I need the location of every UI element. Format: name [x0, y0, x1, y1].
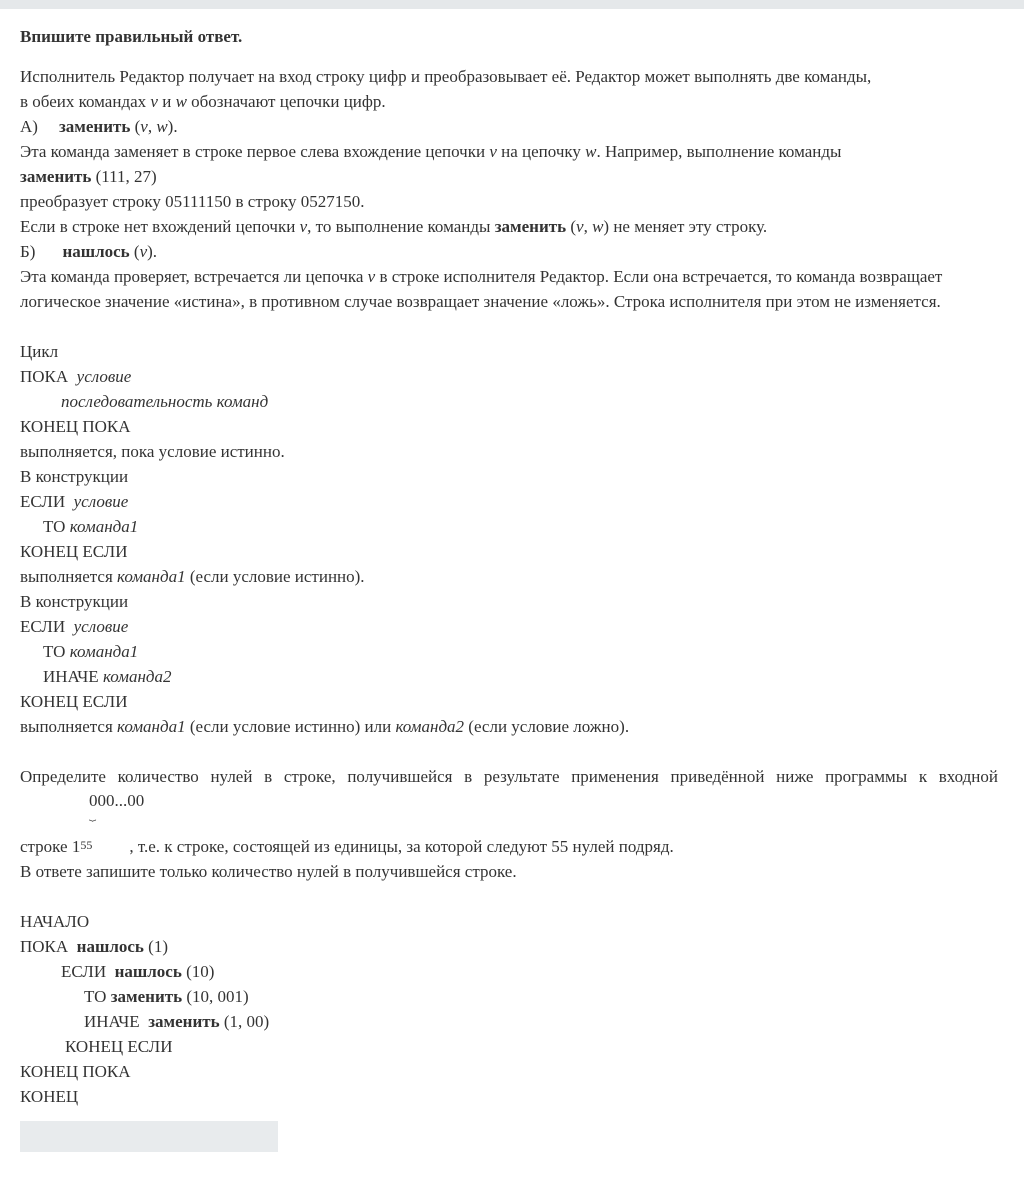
while-line: ПОКА условие [20, 367, 132, 386]
if-line-1: ЕСЛИ условие [20, 492, 129, 511]
end-if-line-1: КОНЕЦ ЕСЛИ [20, 542, 128, 561]
command-a-description: Эта команда заменяет в строке первое слева вхождение цепочки v на цепочку w. Например, выполнение команды [20, 142, 842, 161]
intro-line-2: в обеих командах v и w обозначают цепочки цифр. [20, 92, 386, 111]
while-body: последовательность команд [61, 392, 269, 411]
task-line-1: Определите количество нулей в строке, получившейся в результате применения приведённой ниже программы к входной [20, 767, 998, 786]
if-description: выполняется команда1 (если условие истинно). [20, 567, 365, 586]
end-while-line: КОНЕЦ ПОКА [20, 417, 131, 436]
answer-input[interactable] [20, 1121, 278, 1152]
command-a-nochange: Если в строке нет вхождений цепочки v, то выполнение команды заменить (v, w) не меняет эту строку. [20, 217, 768, 236]
instruction-title: Впишите правильный ответ. [20, 27, 243, 46]
if-line-2: ЕСЛИ условие [20, 617, 129, 636]
task-line-2: строке $1^{55}$ , т.е. к строке, состоящей из единицы, за которой следуют 55 нулей подряд. [20, 837, 674, 856]
zeros-notation: 000...00 [89, 791, 145, 810]
program-else: ИНАЧЕ заменить (1, 00) [84, 1012, 270, 1031]
end-if-line-2: КОНЕЦ ЕСЛИ [20, 692, 128, 711]
construct-label-1: В конструкции [20, 467, 129, 486]
else-line: ИНАЧЕ команда2 [43, 667, 172, 686]
program-end-while: КОНЕЦ ПОКА [20, 1062, 131, 1081]
program-end-if: КОНЕЦ ЕСЛИ [65, 1037, 173, 1056]
command-a-example-result: преобразует строку 05111150 в строку 0527150. [20, 192, 365, 211]
command-b-description-2: логическое значение «истина», в противном случае возвращает значение «ложь». Строка исполнителя при этом не изменяется. [20, 292, 941, 311]
intro-line-1: Исполнитель Редактор получает на вход строку цифр и преобразовывает её. Редактор может выполнять две команды, [20, 67, 872, 86]
program-if: ЕСЛИ нашлось (10) [61, 962, 215, 981]
program-then: ТО заменить (10, 001) [84, 987, 249, 1006]
top-bar [0, 0, 1024, 9]
cycle-label: Цикл [20, 342, 59, 361]
program-begin: НАЧАЛО [20, 912, 90, 931]
ifelse-description: выполняется команда1 (если условие истинно) или команда2 (если условие ложно). [20, 717, 630, 736]
then-line-2: ТО команда1 [43, 642, 139, 661]
command-a-example: заменить (111, 27) [20, 167, 157, 186]
task-line-3: В ответе запишите только количество нулей в получившейся строке. [20, 862, 517, 881]
command-a-heading: А) заменить (v, w). [20, 117, 178, 136]
then-line-1: ТО команда1 [43, 517, 139, 536]
while-description: выполняется, пока условие истинно. [20, 442, 285, 461]
construct-label-2: В конструкции [20, 592, 129, 611]
program-while: ПОКА нашлось (1) [20, 937, 168, 956]
command-b-description: Эта команда проверяет, встречается ли цепочка v в строке исполнителя Редактор. Если она встречается, то команда возвращает [20, 267, 943, 286]
command-b-heading: Б) нашлось (v). [20, 242, 158, 261]
underbrace-icon: ⏟ [89, 807, 96, 821]
program-end: КОНЕЦ [20, 1087, 79, 1106]
